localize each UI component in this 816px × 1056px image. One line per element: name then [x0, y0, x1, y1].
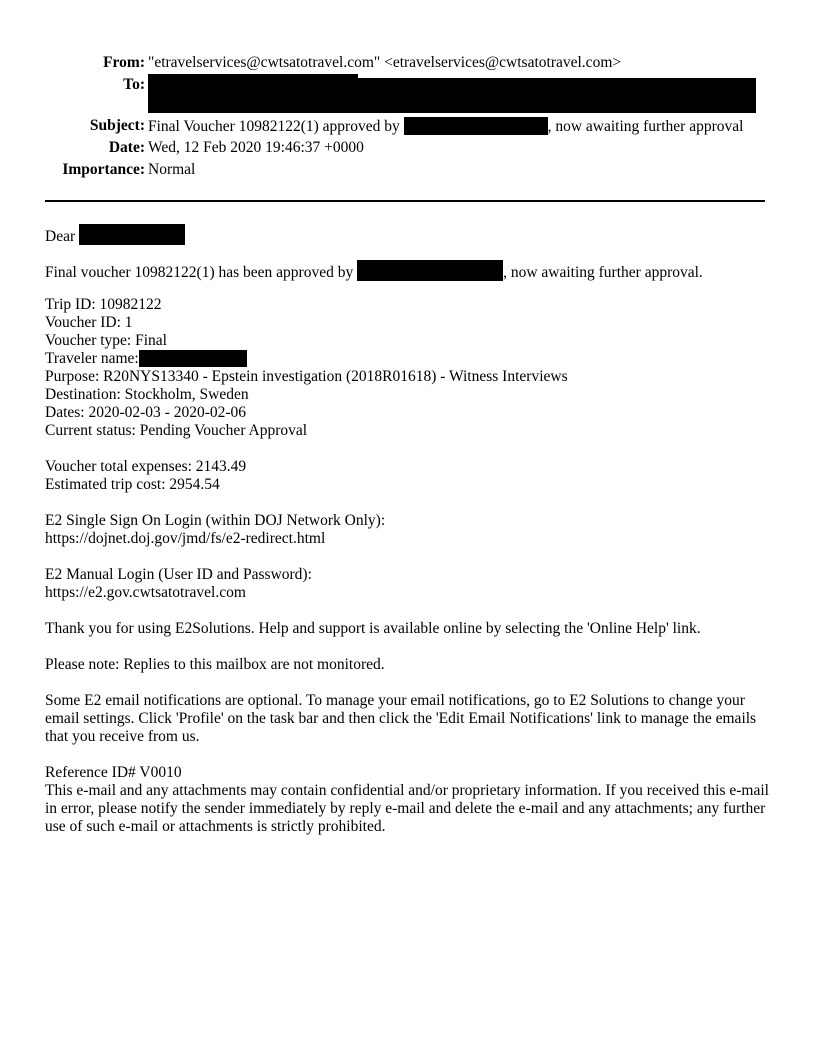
date-value: Wed, 12 Feb 2020 19:46:37 +0000 [148, 139, 364, 156]
dates: Dates: 2020-02-03 - 2020-02-06 [45, 404, 247, 421]
thanks-text: Thank you for using E2Solutions. Help and support is available online by selecting the 'Online Help' link. [45, 620, 701, 637]
manual-login-label: E2 Manual Login (User ID and Password): [45, 566, 312, 583]
disclaimer: This e-mail and any attachments may contain confidential and/or proprietary information. If you received this e-mail in error, please notify the sender immediately by reply e-mail and delete the e-mail and any attachments; any further use of such e-mail or attachments is strictly prohibited. [45, 782, 769, 835]
to-label: To: [123, 76, 145, 93]
subject-prefix: Final Voucher 10982122(1) approved by [148, 118, 400, 135]
traveler-name-label: Traveler name: [45, 350, 139, 367]
reply-note: Please note: Replies to this mailbox are not monitored. [45, 656, 385, 673]
subject-label: Subject: [89, 117, 145, 134]
approved-line [45, 260, 703, 282]
voucher-type: Voucher type: Final [45, 332, 167, 349]
manual-login-link[interactable]: https://e2.gov.cwtsatotravel.com [45, 584, 246, 601]
approver-redaction [357, 260, 503, 281]
date-label: Date: [108, 139, 145, 156]
header-divider [45, 200, 765, 202]
subject-suffix: , now awaiting further approval [547, 118, 744, 135]
from-label: From: [103, 54, 145, 71]
greeting: Dear [45, 228, 76, 245]
from-value: "etravelservices@cwtsatotravel.com" <etravelservices@cwtsatotravel.com> [148, 54, 622, 71]
traveler-line [45, 350, 247, 368]
date-row [0, 139, 816, 159]
sso-link[interactable]: https://dojnet.doj.gov/jmd/fs/e2-redirect.html [45, 530, 326, 547]
total-expenses: Voucher total expenses: 2143.49 [45, 458, 247, 475]
traveler-redaction [139, 350, 247, 367]
recipient-redaction [79, 224, 185, 245]
purpose: Purpose: R20NYS13340 - Epstein investigation (2018R01618) - Witness Interviews [45, 368, 568, 385]
trip-id: Trip ID: 10982122 [45, 296, 162, 313]
subject-row [0, 117, 816, 137]
importance-value: Normal [148, 161, 196, 178]
greeting-line [45, 224, 185, 246]
subject-redaction [404, 117, 548, 135]
estimated-cost: Estimated trip cost: 2954.54 [45, 476, 220, 493]
from-row [0, 54, 816, 74]
importance-label: Importance: [62, 161, 145, 178]
current-status: Current status: Pending Voucher Approval [45, 422, 308, 439]
approved-suffix: , now awaiting further approval. [503, 264, 703, 281]
destination: Destination: Stockholm, Sweden [45, 386, 249, 403]
approved-prefix: Final voucher 10982122(1) has been approved by [45, 264, 354, 281]
to-redaction [148, 78, 756, 113]
subject-value [148, 117, 743, 136]
optional-notifications: Some E2 email notifications are optional. To manage your email notifications, go to E2 Solutions to change your email settings. Click 'Profile' on the task bar and then click the 'Edit Email Notifications' link to manage the emails that you receive from us. [45, 692, 757, 745]
voucher-id: Voucher ID: 1 [45, 314, 133, 331]
reference-id: Reference ID# V0010 [45, 764, 182, 781]
importance-row [0, 161, 816, 181]
sso-label: E2 Single Sign On Login (within DOJ Network Only): [45, 512, 386, 529]
